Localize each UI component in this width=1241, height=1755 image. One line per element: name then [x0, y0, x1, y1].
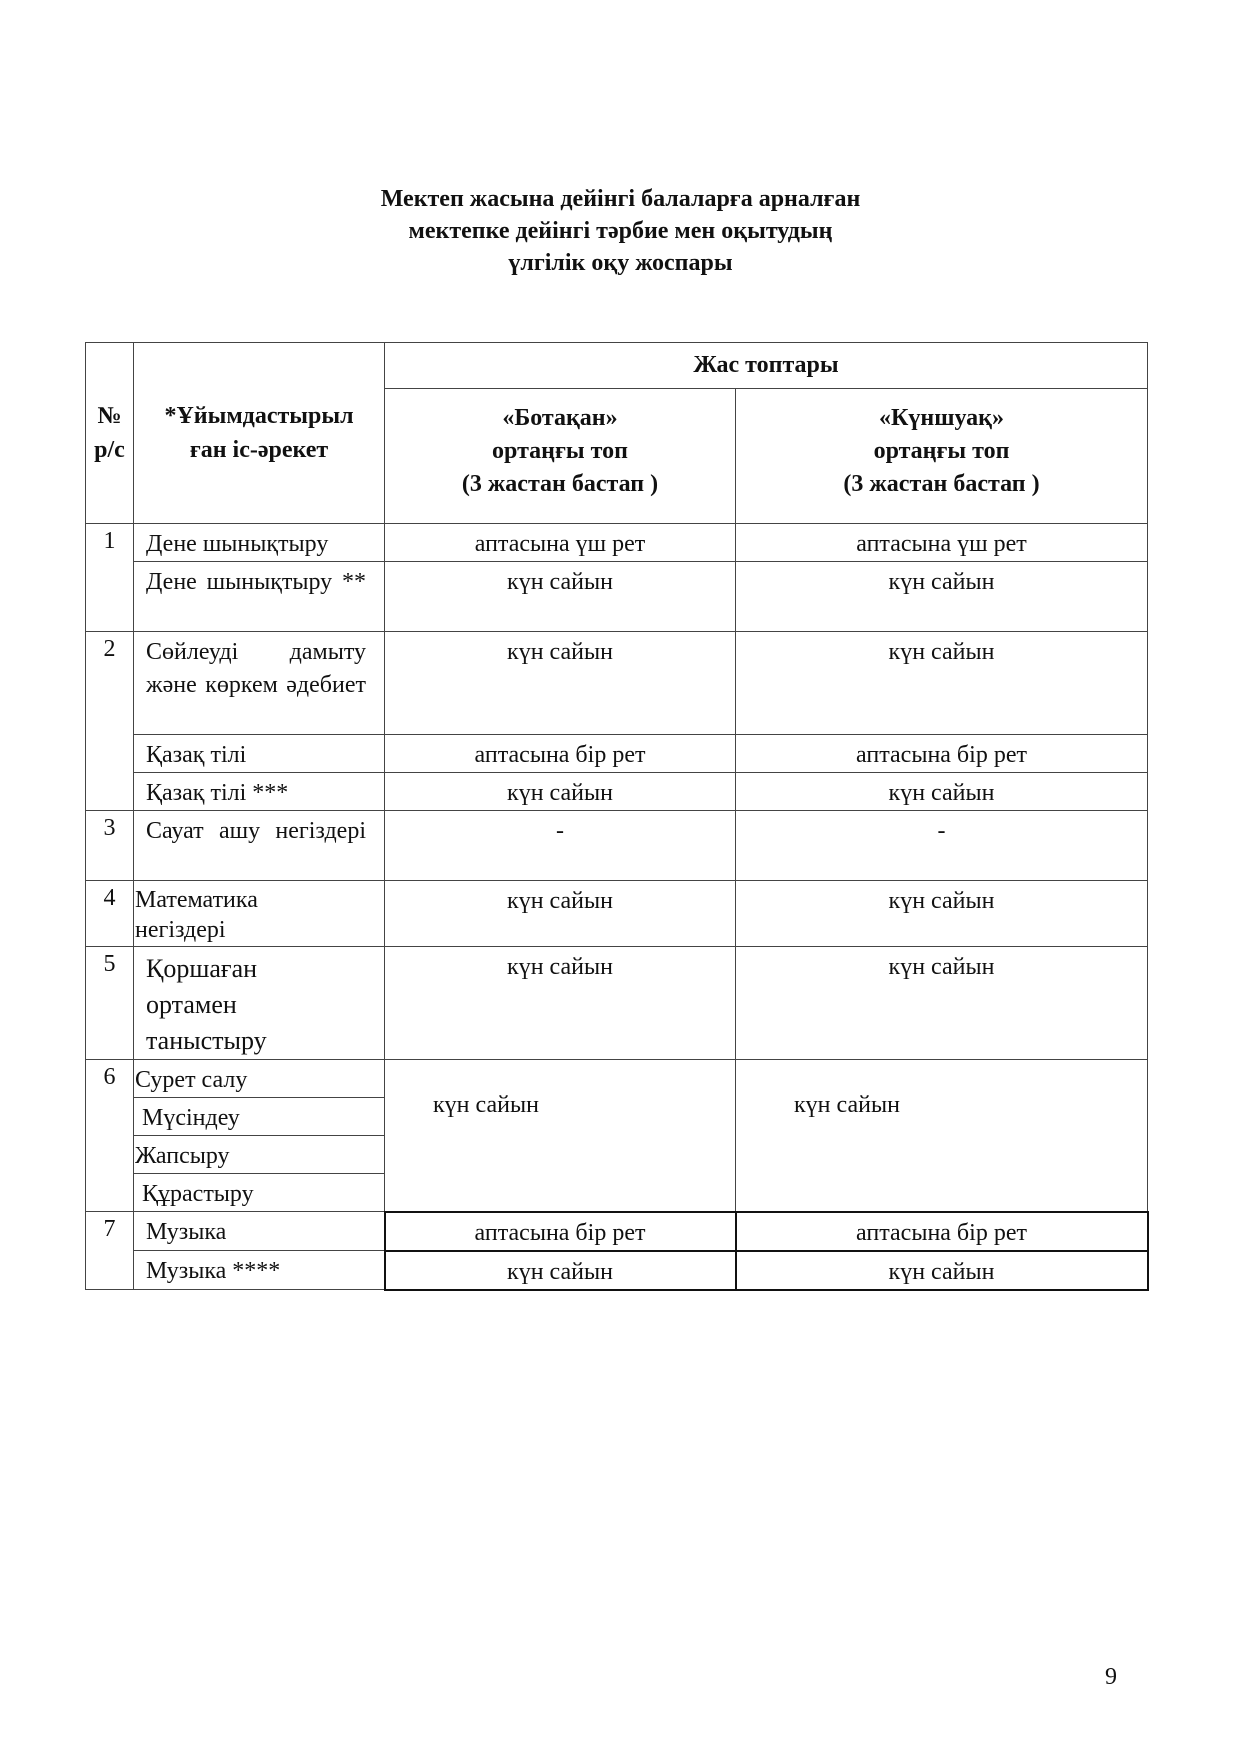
activity-cell: Мүсіндеу: [134, 1098, 385, 1136]
group2-value: күн сайын: [736, 947, 1148, 1060]
header-group-kunshuak: [736, 389, 1148, 524]
title-line-3: үлгілік оқу жоспары: [508, 250, 733, 276]
activity-cell: Сөйлеуді дамыту және көркем әдебиет: [134, 632, 385, 735]
group2-name: «Күншуақ»: [879, 404, 1005, 431]
group1-value: күн сайын: [385, 1060, 736, 1212]
table-row: [86, 524, 1148, 562]
group2-age: (3 жастан бастап ): [843, 470, 1040, 497]
activity-cell: Қазақ тілі: [134, 735, 385, 773]
group2-value: күн сайын: [736, 1060, 1148, 1212]
group1-value: -: [385, 811, 736, 881]
group1-age: (3 жастан бастап ): [461, 470, 659, 497]
activity-cell: Қазақ тілі ***: [134, 773, 385, 811]
row-number: 3: [86, 811, 134, 881]
header-activity: *Ұйымдастырыл ған іс-әрекет: [134, 343, 385, 524]
group1-value: аптасына үш рет: [385, 524, 736, 562]
row-number: 4: [86, 881, 134, 947]
table-row: [86, 773, 1148, 811]
table-row: [86, 947, 1148, 1060]
group1-value: күн сайын: [385, 1251, 736, 1290]
group1-value: күн сайын: [385, 562, 736, 632]
row-number: 7: [86, 1212, 134, 1290]
activity-cell: Музыка: [134, 1212, 385, 1251]
group1-value: күн сайын: [385, 947, 736, 1060]
activity-cell: Қоршаған ортамен таныстыру: [134, 947, 385, 1060]
row-number: 6: [86, 1060, 134, 1212]
title-line-1: Мектеп жасына дейінгі балаларға арналған: [380, 186, 861, 212]
title-line-2: мектепке дейінгі тәрбие мен оқытудың: [408, 218, 833, 244]
page-number: 9: [1105, 1664, 1117, 1690]
header-number: № р/с: [86, 343, 134, 524]
group2-value: аптасына бір рет: [736, 735, 1148, 773]
row-number: 1: [86, 524, 134, 632]
group1-sub: ортаңғы топ: [492, 437, 628, 464]
group2-value: күн сайын: [736, 773, 1148, 811]
table-row: [86, 1251, 1148, 1290]
table-row: [86, 562, 1148, 632]
activity-cell: Музыка ****: [134, 1251, 385, 1290]
activity-cell: Математика негіздері: [134, 881, 385, 947]
activity-cell: Сурет салу: [134, 1060, 385, 1098]
group2-value: аптасына үш рет: [736, 524, 1148, 562]
activity-cell: Дене шынықтыру: [134, 524, 385, 562]
group1-value: аптасына бір рет: [385, 735, 736, 773]
group1-value: күн сайын: [385, 881, 736, 947]
table-row: [86, 1060, 1148, 1098]
group1-value: күн сайын: [385, 632, 736, 735]
activity-cell: Жапсыру: [134, 1136, 385, 1174]
activity-cell: Дене шынықтыру **: [134, 562, 385, 632]
row-number: 5: [86, 947, 134, 1060]
group2-value: -: [736, 811, 1148, 881]
group1-name: «Ботақан»: [502, 404, 618, 431]
activity-cell: Сауат ашу негіздері: [134, 811, 385, 881]
group2-value: күн сайын: [736, 881, 1148, 947]
group2-sub: ортаңғы топ: [873, 437, 1010, 464]
group2-value: аптасына бір рет: [736, 1212, 1148, 1251]
header-age-groups: Жас топтары: [385, 343, 1148, 389]
table-row: [86, 811, 1148, 881]
curriculum-table: [85, 342, 1149, 1291]
row-number: 2: [86, 632, 134, 811]
group2-value: күн сайын: [736, 1251, 1148, 1290]
header-group-botakan: [385, 389, 736, 524]
table-row: [86, 735, 1148, 773]
document-title: [0, 183, 1241, 279]
group1-value: күн сайын: [385, 773, 736, 811]
activity-cell: Құрастыру: [134, 1174, 385, 1212]
group2-value: күн сайын: [736, 562, 1148, 632]
table-row: [86, 881, 1148, 947]
group2-value: күн сайын: [736, 632, 1148, 735]
table-row: [86, 632, 1148, 735]
group1-value: аптасына бір рет: [385, 1212, 736, 1251]
table-row: [86, 1212, 1148, 1251]
